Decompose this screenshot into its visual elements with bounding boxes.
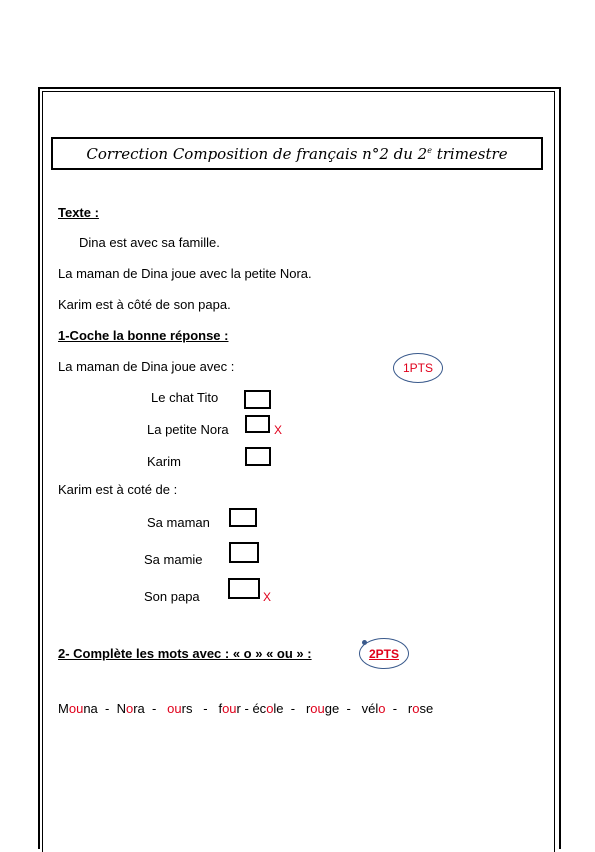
word-part: M [58,701,69,716]
word-part: na [83,701,98,716]
word-separator: - [385,701,408,716]
q1-option-a-3: Karim [147,454,181,469]
word-item [362,701,386,716]
word-item [117,701,145,716]
word-part: ra [133,701,145,716]
checkbox-le-chat-tito[interactable] [244,390,271,409]
q1-points-badge: 1PTS [393,353,443,383]
check-mark-papa: X [263,590,272,604]
checkbox-sa-maman[interactable] [229,508,257,527]
word-separator: - [97,701,117,716]
word-part: se [419,701,434,716]
word-answer: o [378,701,386,716]
q2-heading: 2- Complète les mots avec : « o » « ou » : [58,646,312,661]
checkbox-karim[interactable] [245,447,271,466]
word-part: éc [252,701,267,716]
texte-line-1: Dina est avec sa famille. [79,235,220,250]
q1-option-b-1: Sa maman [147,515,210,530]
title-box [51,137,543,170]
word-item [408,701,433,716]
word-item [252,701,283,716]
checkbox-sa-mamie[interactable] [229,542,259,563]
texte-line-3: Karim est à côté de son papa. [58,297,231,312]
q2-points-badge: 2PTS [359,638,409,669]
word-item [218,701,240,716]
word-answer: o [266,701,274,716]
word-item [167,701,192,716]
q1-prompt-a: La maman de Dina joue avec : [58,359,235,374]
q1-option-a-1: Le chat Tito [151,390,219,405]
word-answer: ou [167,701,182,716]
badge-pin-icon [362,640,367,645]
q1-option-a-2: La petite Nora [147,422,229,437]
word-part: le [273,701,284,716]
word-item [306,701,339,716]
page-title: Correction Composition de français n°2 du 2e trimestre [86,144,508,163]
q1-heading: 1-Coche la bonne réponse : [58,328,229,343]
word-part: rs [181,701,193,716]
check-mark-nora: X [274,423,283,437]
word-part: r [407,701,413,716]
word-answer: o [125,701,134,716]
word-answer: o [412,701,420,716]
q2-words-line [58,701,433,717]
q1-option-b-2: Sa mamie [144,552,203,567]
word-answer: ou [310,701,325,716]
word-part: vél [361,701,379,716]
word-answer: ou [68,701,84,716]
checkbox-la-petite-nora[interactable] [245,415,270,433]
word-separator: - [192,701,219,716]
word-separator: - [240,701,253,716]
word-separator: - [283,701,306,716]
texte-heading: Texte : [58,205,99,220]
word-part: N [116,701,126,716]
q1-prompt-b: Karim est à coté de : [58,482,178,497]
word-part: ge [324,701,340,716]
word-answer: ou [222,701,237,716]
word-separator: - [339,701,362,716]
word-separator: - [144,701,168,716]
checkbox-son-papa[interactable] [228,578,260,599]
texte-line-2: La maman de Dina joue avec la petite Nora. [58,266,312,281]
word-part: r [305,701,311,716]
word-item [58,701,98,716]
word-part: f [218,701,223,716]
word-part: r [236,701,241,716]
q1-option-b-3: Son papa [144,589,200,604]
page-border-inner [42,91,555,852]
